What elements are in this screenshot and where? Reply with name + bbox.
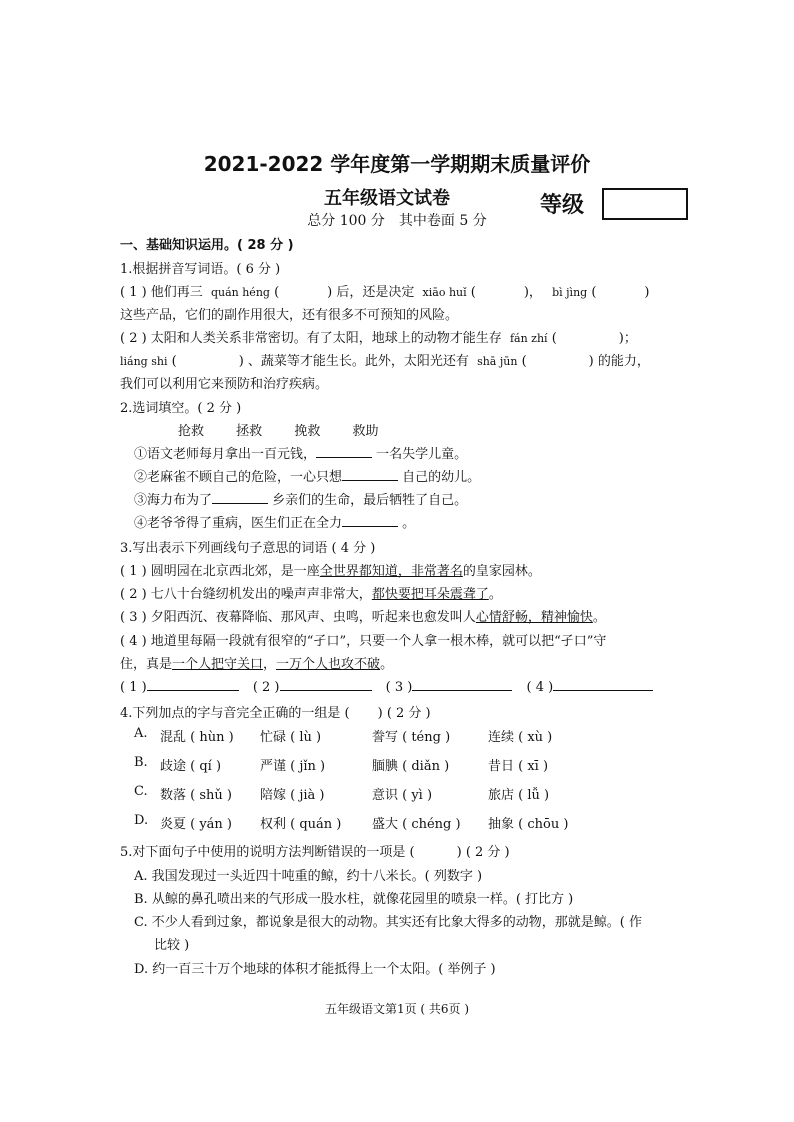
q2-text: ②老麻雀不顾自己的危险，一心只想 — [134, 470, 343, 485]
q4-word-item: 抽象 ( chōu ) — [488, 817, 569, 832]
q4-word-item: 混乱 ( hùn ) — [160, 730, 234, 745]
q4-option-label[interactable]: D. — [134, 813, 149, 828]
q3-text: ( 1 ) 圆明园在北京西北郊，是一座 — [120, 564, 320, 579]
q3-sentence-4: ( 4 ) 地道里每隔一段就有很窄的“孑口”，只要一个人拿一根木棒，就可以把“孑口”守 — [120, 634, 607, 649]
q1-text: ( 2 ) 太阳和人类关系非常密切。有了太阳，地球上的动物才能生存 — [120, 331, 502, 346]
q1-line5: 我们可以利用它来预防和治疗疾病。 — [120, 377, 329, 392]
q4-word-item: 誊写 ( téng ) — [372, 730, 451, 745]
q4-word-item: 盛大 ( chéng ) — [372, 817, 461, 832]
q4-word-item: 炎夏 ( yán ) — [160, 817, 233, 832]
q3-answer-row — [120, 678, 653, 695]
q1-text: 的能力， — [597, 354, 650, 369]
underlined-phrase: 心情舒畅，精神愉快 — [475, 610, 593, 625]
q1-line1 — [120, 281, 650, 300]
q2-sentence-2 — [134, 466, 480, 485]
score-info: 总分 100 分 其中卷面 5 分 — [307, 213, 487, 229]
q4-word-item: 昔日 ( xī ) — [488, 759, 549, 774]
q3-sentence-4-cont — [120, 653, 393, 672]
grade-box[interactable] — [602, 188, 688, 220]
q2-text: 自己的幼儿。 — [402, 470, 481, 485]
grade-label: 等级 — [540, 193, 585, 218]
q4-word-item: 权利 ( quán ) — [260, 817, 342, 832]
q5-option-c[interactable]: C. 不少人看到过象，都说象是很大的动物。其实还有比象大得多的动物，那就是鲸。( 作 — [134, 915, 642, 930]
q2-sentence-1 — [134, 443, 467, 462]
underlined-phrase: 全世界都知道，非常著名 — [319, 564, 463, 579]
page-footer: 五年级语文第1页 ( 共6页 ) — [324, 1002, 470, 1016]
word-bank — [178, 420, 378, 439]
answer-label: ( 2 ) — [252, 680, 280, 695]
q5-text: 5.对下面句子中使用的说明方法判断错误的一项是 ( — [120, 845, 415, 860]
pinyin-shajun: shā jūn — [477, 355, 518, 368]
q4-word-item: 数落 ( shǔ ) — [160, 788, 232, 803]
answer-line[interactable] — [280, 678, 372, 691]
q3-heading: 3.写出表示下列画线句子意思的词语 ( 4 分 ) — [120, 541, 376, 556]
q4-word-item: 意识 ( yì ) — [372, 788, 433, 803]
exam-subtitle: 五年级语文试卷 — [324, 188, 450, 209]
q4-word-item: 连续 ( xù ) — [488, 730, 553, 745]
answer-blank[interactable]: ( )， — [470, 285, 542, 300]
q1-text: 后，还是决定 — [336, 285, 415, 300]
q4-heading — [120, 702, 431, 721]
q1-text: ( 1 ) 他们再三 — [120, 285, 203, 300]
q3-text: ( 3 ) 夕阳西沉、夜幕降临、那风声、虫鸣，听起来也愈发叫人 — [120, 610, 476, 625]
q3-text: 。 — [488, 587, 502, 602]
q4-word-item: 严谨 ( jǐn ) — [260, 759, 326, 774]
q2-text: ④老爷爷得了重病，医生们正在全力 — [134, 516, 343, 531]
q3-sentence-3 — [120, 606, 606, 625]
q3-text: 。 — [592, 610, 606, 625]
q2-text: 一名失学儿童。 — [376, 447, 468, 462]
q1-heading: 1.根据拼音写词语。( 6 分 ) — [120, 262, 281, 277]
q4-option-label[interactable]: C. — [134, 784, 148, 799]
q3-text: ， — [263, 657, 277, 672]
underlined-phrase: 都快要把耳朵震聋了 — [371, 587, 489, 602]
q4-word-item: 歧途 ( qí ) — [160, 759, 222, 774]
pinyin-liangshi: liáng shi — [120, 355, 168, 368]
q5-heading — [120, 841, 510, 860]
q5-option-b[interactable]: B. 从鲸的鼻孔喷出来的气形成一股水柱，就像花园里的喷泉一样。( 打比方 ) — [134, 892, 574, 907]
answer-line[interactable] — [412, 678, 512, 691]
q2-sentence-3 — [134, 489, 467, 508]
q1-line4 — [120, 350, 650, 369]
exam-title: 2021-2022 学年度第一学期期末质量评价 — [203, 152, 591, 176]
answer-blank[interactable]: ( ) — [591, 285, 650, 300]
q5-text: ) ( 2 分 ) — [456, 845, 510, 860]
fill-blank[interactable] — [342, 468, 398, 481]
q2-sentence-4 — [134, 512, 415, 531]
fill-blank[interactable] — [316, 445, 372, 458]
answer-blank[interactable]: ( ) — [274, 285, 333, 300]
q1-line3 — [120, 327, 637, 346]
answer-label: ( 4 ) — [526, 680, 554, 695]
q4-text: ) ( 2 分 ) — [377, 706, 431, 721]
q5-option-d[interactable]: D. 约一百三十万个地球的体积才能抵得上一个太阳。( 举例子 ) — [134, 962, 496, 977]
word-option: 抢救 — [178, 424, 205, 439]
pinyin-xiaohui: xiāo huǐ — [422, 286, 467, 299]
q4-option-label[interactable]: B. — [134, 755, 148, 770]
q5-option-c-cont: 比较 ) — [154, 938, 190, 953]
pinyin-fanzhi: fán zhí — [509, 332, 548, 345]
section-heading: 一、基础知识运用。( 28 分 ) — [120, 238, 294, 253]
q4-word-item: 忙碌 ( lù ) — [260, 730, 322, 745]
answer-line[interactable] — [147, 678, 239, 691]
q2-text: 。 — [402, 516, 416, 531]
q3-text: 的皇家园林。 — [462, 564, 541, 579]
q2-text: ①语文老师每月拿出一百元钱， — [134, 447, 317, 462]
q3-sentence-2 — [120, 583, 502, 602]
q3-text: 住，真是 — [120, 657, 173, 672]
q1-text: 、蔬菜等才能生长。此外，太阳光还有 — [247, 354, 469, 369]
fill-blank[interactable] — [342, 514, 398, 527]
underlined-phrase: 一个人把守关口 — [172, 657, 264, 672]
answer-label: ( 1 ) — [120, 680, 147, 695]
pinyin-quanheng: quán héng — [210, 286, 270, 299]
pinyin-bijing: bì jìng — [552, 286, 588, 299]
q3-text: 。 — [380, 657, 394, 672]
q2-text: 乡亲们的生命，最后牺牲了自己。 — [272, 493, 468, 508]
word-option: 救助 — [352, 424, 379, 439]
answer-label: ( 3 ) — [385, 680, 413, 695]
q5-option-a[interactable]: A. 我国发现过一头近四十吨重的鲸，约十八米长。( 列数字 ) — [134, 869, 483, 884]
fill-blank[interactable] — [212, 491, 268, 504]
word-option: 挽救 — [294, 424, 321, 439]
answer-line[interactable] — [553, 678, 653, 691]
q4-word-item: 腼腆 ( diǎn ) — [372, 759, 450, 774]
word-option: 拯救 — [236, 424, 263, 439]
answer-blank[interactable]: ( ) — [171, 354, 244, 369]
q3-sentence-1 — [120, 560, 541, 579]
q2-heading: 2.选词填空。( 2 分 ) — [120, 401, 242, 416]
q4-word-item: 旅店 ( lǚ ) — [488, 788, 550, 803]
q4-text: 4.下列加点的字与音完全正确的一组是 ( — [120, 706, 350, 721]
q1-line2: 这些产品，它们的副作用很大，还有很多不可预知的风险。 — [120, 308, 459, 323]
underlined-phrase: 一万个人也攻不破 — [276, 657, 381, 672]
answer-blank[interactable]: ( ) — [521, 354, 594, 369]
answer-blank[interactable]: ( )； — [551, 331, 637, 346]
q3-text: ( 2 ) 七八十台缝纫机发出的噪声声非常大， — [120, 587, 372, 602]
q4-word-item: 陪嫁 ( jià ) — [260, 788, 325, 803]
q4-option-label[interactable]: A. — [134, 726, 148, 741]
q2-text: ③海力布为了 — [134, 493, 213, 508]
